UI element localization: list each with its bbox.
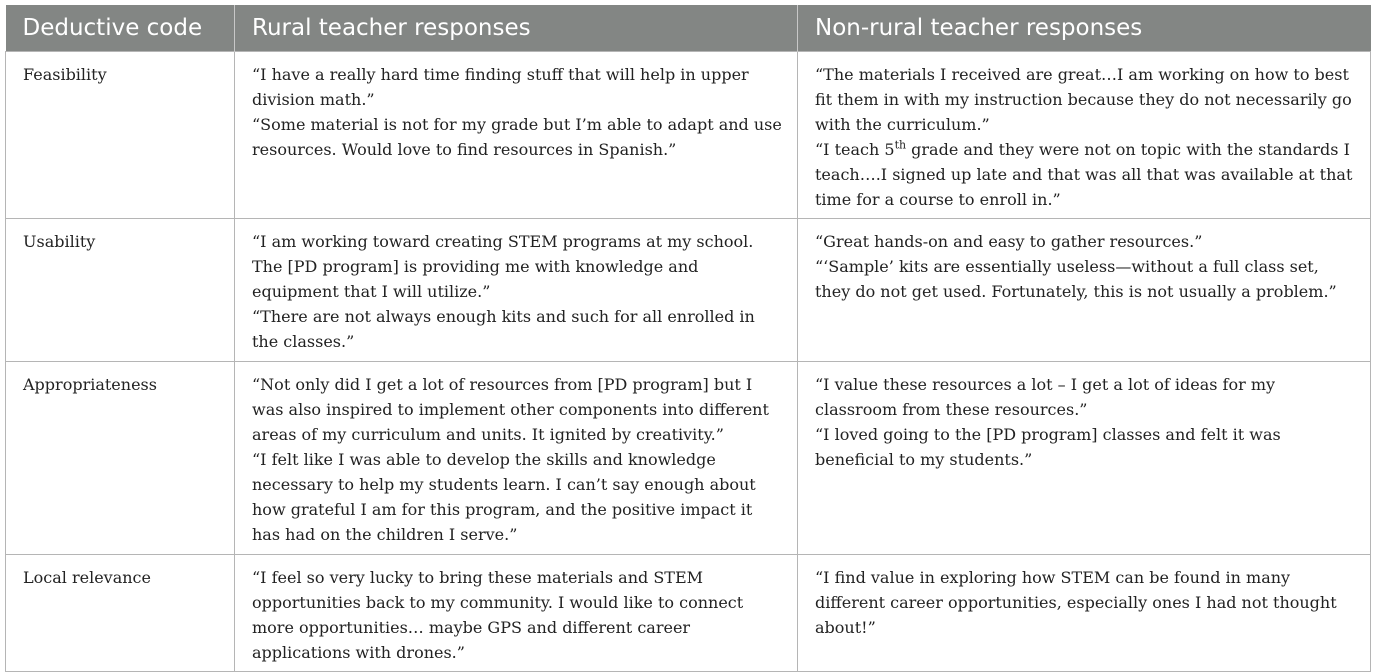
nonrural-cell — [798, 219, 1371, 362]
quote: “I find value in exploring how STEM can be found in many different career opportunities, especially ones I had not thought about!” — [815, 568, 1337, 637]
quote: “I felt like I was able to develop the skills and knowledge necessary to help my students learn. I can’t say enough about how grateful I am for this program, and the positive impact it has had on the children I serve.” — [252, 450, 756, 544]
quote: “There are not always enough kits and such for all enrolled in the classes.” — [252, 307, 755, 351]
header-nonrural-responses: Non-rural teacher responses — [798, 5, 1371, 52]
code-cell: Feasibility — [6, 52, 235, 219]
quote: “Great hands-on and easy to gather resources.” — [815, 232, 1203, 251]
quote: “I have a really hard time finding stuff that will help in upper division math.” — [252, 65, 749, 109]
header-row — [6, 5, 1371, 52]
quote: “I feel so very lucky to bring these materials and STEM opportunities back to my community. I would like to connect more opportunities… maybe GPS and different career applications with drones.” — [252, 568, 744, 662]
quote: “I loved going to the [PD program] classes and felt it was beneficial to my students.” — [815, 425, 1281, 469]
rural-cell — [235, 555, 798, 672]
quote: “‘Sample’ kits are essentially useless—without a full class set, they do not get used. Fortunately, this is not usually a problem.” — [815, 257, 1337, 301]
table-row — [6, 362, 1371, 555]
quote: “The materials I received are great…I am working on how to best fit them in with my instruction because they do not necessarily go with the curriculum.” — [815, 65, 1352, 134]
nonrural-cell — [798, 555, 1371, 672]
rural-cell — [235, 219, 798, 362]
code-cell: Appropriateness — [6, 362, 235, 555]
rural-cell — [235, 362, 798, 555]
nonrural-cell — [798, 52, 1371, 219]
quote: “Not only did I get a lot of resources from [PD program] but I was also inspired to implement other components into different areas of my curriculum and units. It ignited by creativity.” — [252, 375, 769, 444]
quote-part: grade and they were not on topic with the standards I teach….I signed up late and that was all that was available at that time for a course to enroll in.” — [815, 140, 1353, 209]
quote: “I am working toward creating STEM programs at my school. The [PD program] is providing me with knowledge and equipment that I will utilize.” — [252, 232, 754, 301]
table-row — [6, 219, 1371, 362]
quote — [815, 137, 1358, 212]
quote-part: “I teach 5 — [815, 140, 895, 159]
quote: “I value these resources a lot – I get a lot of ideas for my classroom from these resources.” — [815, 375, 1276, 419]
code-cell: Usability — [6, 219, 235, 362]
code-cell: Local relevance — [6, 555, 235, 672]
ordinal-suffix: th — [894, 138, 907, 152]
table-row — [6, 52, 1371, 219]
rural-cell — [235, 52, 798, 219]
coding-table — [5, 5, 1371, 672]
quote: “Some material is not for my grade but I’m able to adapt and use resources. Would love to find resources in Spanish.” — [252, 115, 782, 159]
header-deductive-code: Deductive code — [6, 5, 235, 52]
nonrural-cell — [798, 362, 1371, 555]
header-rural-responses: Rural teacher responses — [235, 5, 798, 52]
table-row — [6, 555, 1371, 672]
